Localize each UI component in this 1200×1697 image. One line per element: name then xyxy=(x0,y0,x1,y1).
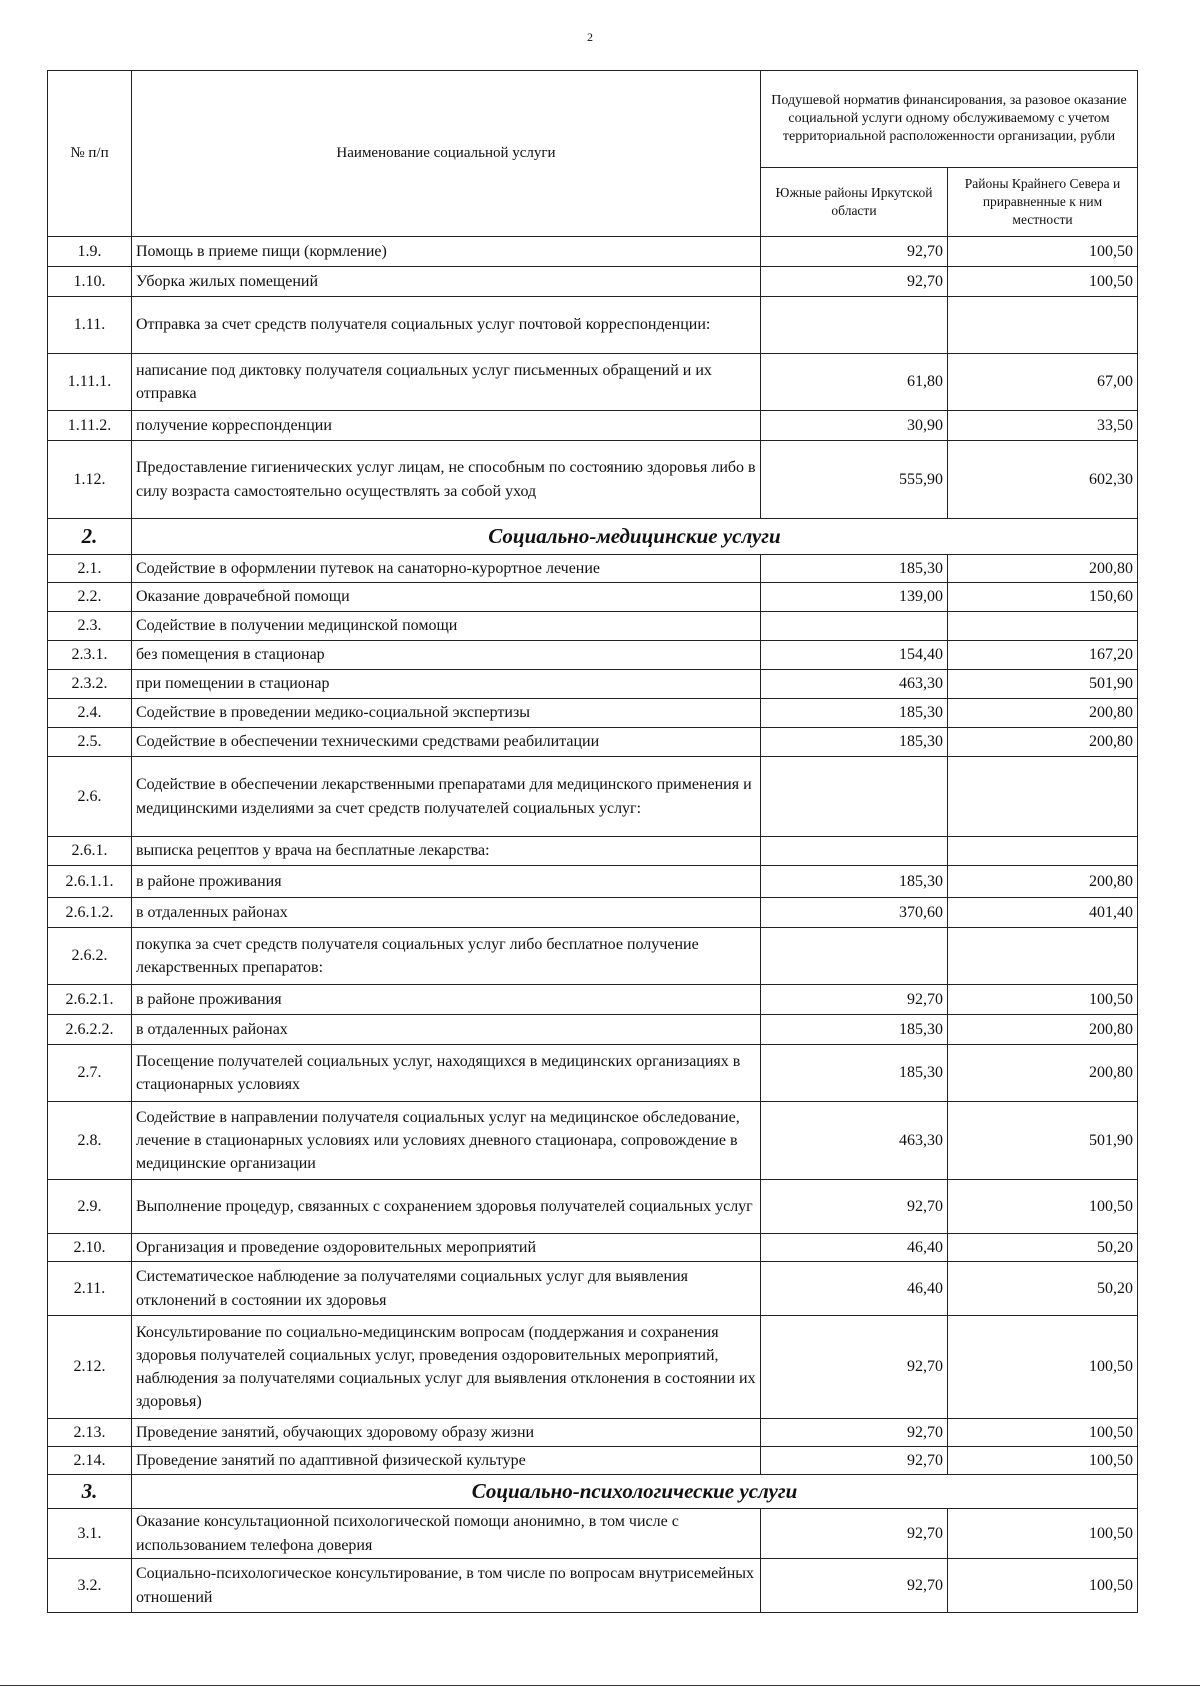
table-row xyxy=(48,670,1138,699)
row-number: 2.3.2. xyxy=(48,670,132,699)
table-row xyxy=(48,354,1138,411)
table-row xyxy=(48,699,1138,728)
row-number: 1.10. xyxy=(48,267,132,297)
north-value xyxy=(948,297,1138,354)
service-name: Оказание доврачебной помощи xyxy=(132,583,761,612)
north-value: 100,50 xyxy=(948,267,1138,297)
table-row xyxy=(48,1316,1138,1419)
row-number: 2.7. xyxy=(48,1045,132,1102)
section-number: 2. xyxy=(48,519,132,555)
south-value: 46,40 xyxy=(761,1234,948,1262)
north-value: 100,50 xyxy=(948,1180,1138,1234)
service-name: в районе проживания xyxy=(132,866,761,898)
south-value: 61,80 xyxy=(761,354,948,411)
service-name: написание под диктовку получателя социальных услуг письменных обращений и их отправка xyxy=(132,354,761,411)
north-value: 100,50 xyxy=(948,1559,1138,1613)
north-value: 100,50 xyxy=(948,1316,1138,1419)
south-value: 185,30 xyxy=(761,1015,948,1045)
table-row xyxy=(48,757,1138,837)
table-row xyxy=(48,985,1138,1015)
row-number: 2.3. xyxy=(48,612,132,641)
table-row xyxy=(48,837,1138,866)
section-row xyxy=(48,1475,1138,1509)
tariff-table xyxy=(47,70,1138,1613)
header-number: № п/п xyxy=(48,71,132,237)
table-header xyxy=(48,71,1138,237)
south-value: 92,70 xyxy=(761,985,948,1015)
row-number: 2.6.1.1. xyxy=(48,866,132,898)
south-value: 92,70 xyxy=(761,1180,948,1234)
row-number: 1.11. xyxy=(48,297,132,354)
service-name: Консультирование по социально-медицинским вопросам (поддержания и сохранения здоровья получателей социальных услуг, проведения оздоровительных мероприятий, наблюдения за получателями социальных услуг для выявления отклонения в состоянии их здоровья) xyxy=(132,1316,761,1419)
south-value: 92,70 xyxy=(761,237,948,267)
north-value: 100,50 xyxy=(948,985,1138,1015)
row-number: 3.2. xyxy=(48,1559,132,1613)
north-value: 200,80 xyxy=(948,699,1138,728)
table-row xyxy=(48,1509,1138,1559)
row-number: 2.8. xyxy=(48,1102,132,1180)
service-name: Оказание консультационной психологической помощи анонимно, в том числе с использованием телефона доверия xyxy=(132,1509,761,1559)
row-number: 2.6.2. xyxy=(48,928,132,985)
service-name: выписка рецептов у врача на бесплатные лекарства: xyxy=(132,837,761,866)
table-row xyxy=(48,555,1138,583)
row-number: 2.4. xyxy=(48,699,132,728)
table-body xyxy=(48,237,1138,1613)
table-row xyxy=(48,898,1138,928)
south-value: 92,70 xyxy=(761,1509,948,1559)
table-row xyxy=(48,267,1138,297)
table-row xyxy=(48,441,1138,519)
bottom-rule xyxy=(0,1685,1200,1686)
south-value xyxy=(761,928,948,985)
service-name: Помощь в приеме пищи (кормление) xyxy=(132,237,761,267)
south-value: 463,30 xyxy=(761,670,948,699)
table-row xyxy=(48,612,1138,641)
south-value: 30,90 xyxy=(761,411,948,441)
service-name: в районе проживания xyxy=(132,985,761,1015)
table-row xyxy=(48,1559,1138,1613)
south-value: 92,70 xyxy=(761,267,948,297)
south-value: 185,30 xyxy=(761,866,948,898)
service-name: Содействие в оформлении путевок на санаторно-курортное лечение xyxy=(132,555,761,583)
table-row xyxy=(48,1262,1138,1316)
header-north-regions: Районы Крайнего Севера и приравненные к ним местности xyxy=(948,168,1138,237)
service-name: Систематическое наблюдение за получателями социальных услуг для выявления отклонений в состоянии их здоровья xyxy=(132,1262,761,1316)
south-value xyxy=(761,297,948,354)
service-name: в отдаленных районах xyxy=(132,898,761,928)
table-row xyxy=(48,641,1138,670)
north-value: 602,30 xyxy=(948,441,1138,519)
south-value xyxy=(761,612,948,641)
section-title: Социально-психологические услуги xyxy=(132,1475,1138,1509)
south-value: 92,70 xyxy=(761,1419,948,1447)
north-value xyxy=(948,928,1138,985)
north-value: 33,50 xyxy=(948,411,1138,441)
row-number: 2.9. xyxy=(48,1180,132,1234)
table-row xyxy=(48,866,1138,898)
south-value: 185,30 xyxy=(761,1045,948,1102)
south-value: 185,30 xyxy=(761,699,948,728)
row-number: 2.6. xyxy=(48,757,132,837)
service-name: Посещение получателей социальных услуг, находящихся в медицинских организациях в стационарных условиях xyxy=(132,1045,761,1102)
service-name: Отправка за счет средств получателя социальных услуг почтовой корреспонденции: xyxy=(132,297,761,354)
row-number: 3.1. xyxy=(48,1509,132,1559)
north-value: 100,50 xyxy=(948,1419,1138,1447)
section-number: 3. xyxy=(48,1475,132,1509)
south-value: 139,00 xyxy=(761,583,948,612)
service-name: Содействие в направлении получателя социальных услуг на медицинское обследование, лечение в стационарных условиях или условиях дневного стационара, сопровождение в медицинские организации xyxy=(132,1102,761,1180)
south-value: 92,70 xyxy=(761,1316,948,1419)
north-value: 100,50 xyxy=(948,1509,1138,1559)
row-number: 2.6.2.2. xyxy=(48,1015,132,1045)
page-number: 2 xyxy=(587,30,593,44)
table-row xyxy=(48,237,1138,267)
service-name: Предоставление гигиенических услуг лицам, не способным по состоянию здоровья либо в силу возраста самостоятельно осуществлять за собой уход xyxy=(132,441,761,519)
row-number: 1.11.1. xyxy=(48,354,132,411)
service-name: Проведение занятий по адаптивной физической культуре xyxy=(132,1447,761,1475)
service-name: Содействие в обеспечении лекарственными препаратами для медицинского применения и медицинскими изделиями за счет средств получателей социальных услуг: xyxy=(132,757,761,837)
north-value: 200,80 xyxy=(948,1045,1138,1102)
north-value: 401,40 xyxy=(948,898,1138,928)
header-south-regions: Южные районы Иркутской области xyxy=(761,168,948,237)
south-value xyxy=(761,757,948,837)
header-financing-norm: Подушевой норматив финансирования, за разовое оказание социальной услуги одному обслуживаемому с учетом территориальной расположенности организации, рубли xyxy=(761,71,1138,168)
service-name: Проведение занятий, обучающих здоровому образу жизни xyxy=(132,1419,761,1447)
table-row xyxy=(48,728,1138,757)
row-number: 1.11.2. xyxy=(48,411,132,441)
row-number: 2.6.1. xyxy=(48,837,132,866)
north-value: 200,80 xyxy=(948,555,1138,583)
row-number: 2.14. xyxy=(48,1447,132,1475)
row-number: 1.12. xyxy=(48,441,132,519)
row-number: 2.12. xyxy=(48,1316,132,1419)
row-number: 2.5. xyxy=(48,728,132,757)
service-name: в отдаленных районах xyxy=(132,1015,761,1045)
table-row xyxy=(48,1102,1138,1180)
row-number: 1.9. xyxy=(48,237,132,267)
table-row xyxy=(48,583,1138,612)
north-value: 200,80 xyxy=(948,1015,1138,1045)
service-name: Выполнение процедур, связанных с сохранением здоровья получателей социальных услуг xyxy=(132,1180,761,1234)
row-number: 2.1. xyxy=(48,555,132,583)
south-value: 185,30 xyxy=(761,555,948,583)
table-row xyxy=(48,1045,1138,1102)
section-title: Социально-медицинские услуги xyxy=(132,519,1138,555)
south-value: 555,90 xyxy=(761,441,948,519)
north-value: 501,90 xyxy=(948,1102,1138,1180)
row-number: 2.13. xyxy=(48,1419,132,1447)
row-number: 2.6.2.1. xyxy=(48,985,132,1015)
table-row xyxy=(48,928,1138,985)
south-value: 370,60 xyxy=(761,898,948,928)
north-value: 100,50 xyxy=(948,237,1138,267)
south-value: 463,30 xyxy=(761,1102,948,1180)
row-number: 2.10. xyxy=(48,1234,132,1262)
north-value: 50,20 xyxy=(948,1262,1138,1316)
service-name: Социально-психологическое консультирование, в том числе по вопросам внутрисемейных отношений xyxy=(132,1559,761,1613)
section-row xyxy=(48,519,1138,555)
north-value: 200,80 xyxy=(948,866,1138,898)
north-value: 501,90 xyxy=(948,670,1138,699)
north-value: 150,60 xyxy=(948,583,1138,612)
south-value: 92,70 xyxy=(761,1447,948,1475)
table-row xyxy=(48,411,1138,441)
north-value: 200,80 xyxy=(948,728,1138,757)
south-value: 185,30 xyxy=(761,728,948,757)
service-name: Организация и проведение оздоровительных мероприятий xyxy=(132,1234,761,1262)
row-number: 2.3.1. xyxy=(48,641,132,670)
row-number: 2.6.1.2. xyxy=(48,898,132,928)
table-row xyxy=(48,1015,1138,1045)
service-name: без помещения в стационар xyxy=(132,641,761,670)
row-number: 2.2. xyxy=(48,583,132,612)
south-value xyxy=(761,837,948,866)
north-value: 167,20 xyxy=(948,641,1138,670)
table-row xyxy=(48,1234,1138,1262)
south-value: 154,40 xyxy=(761,641,948,670)
table-row xyxy=(48,1180,1138,1234)
table-row xyxy=(48,1447,1138,1475)
north-value: 67,00 xyxy=(948,354,1138,411)
service-name: покупка за счет средств получателя социальных услуг либо бесплатное получение лекарственных препаратов: xyxy=(132,928,761,985)
row-number: 2.11. xyxy=(48,1262,132,1316)
north-value: 50,20 xyxy=(948,1234,1138,1262)
header-service-name: Наименование социальной услуги xyxy=(132,71,761,237)
service-name: при помещении в стационар xyxy=(132,670,761,699)
service-name: получение корреспонденции xyxy=(132,411,761,441)
service-name: Содействие в обеспечении техническими средствами реабилитации xyxy=(132,728,761,757)
south-value: 46,40 xyxy=(761,1262,948,1316)
south-value: 92,70 xyxy=(761,1559,948,1613)
service-name: Уборка жилых помещений xyxy=(132,267,761,297)
table-row xyxy=(48,297,1138,354)
north-value xyxy=(948,612,1138,641)
service-name: Содействие в проведении медико-социальной экспертизы xyxy=(132,699,761,728)
north-value xyxy=(948,837,1138,866)
table-row xyxy=(48,1419,1138,1447)
north-value: 100,50 xyxy=(948,1447,1138,1475)
north-value xyxy=(948,757,1138,837)
service-name: Содействие в получении медицинской помощи xyxy=(132,612,761,641)
